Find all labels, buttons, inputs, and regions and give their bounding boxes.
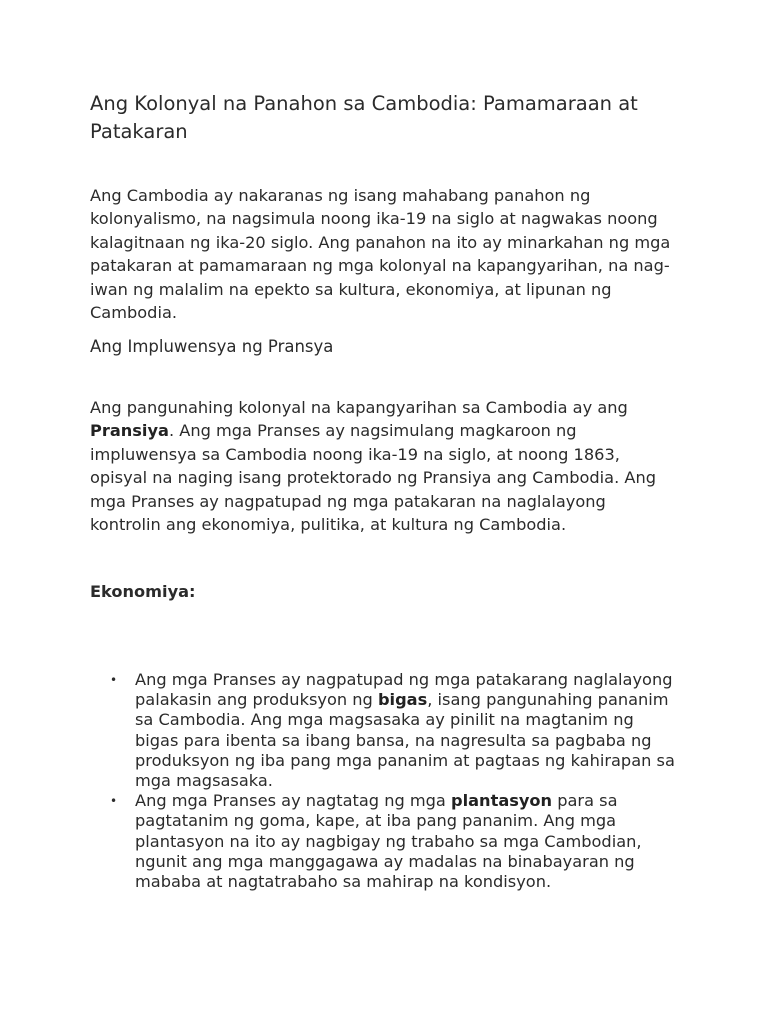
- list-item-start: Ang mga Pranses ay nagtatag ng mga: [135, 791, 451, 811]
- section-paragraph: [90, 396, 680, 536]
- list-item-end: para sa pagtatanim ng goma, kape, at iba pang pananim. Ang mga plantasyon na ito ay nagbigay ng trabaho sa mga Cambodian, ngunit ang mga manggagawa ay madalas na binabayaran ng mababa at nagtatrabaho sa mahirap na kondisyon.: [135, 791, 642, 892]
- list-item: [90, 791, 680, 892]
- section-paragraph-bold: Pransiya: [90, 421, 169, 441]
- bullet-icon: •: [110, 673, 118, 687]
- list-item: [90, 670, 680, 791]
- section-heading: Ang Impluwensya ng Pransya: [90, 337, 334, 356]
- document-title: Ang Kolonyal na Panahon sa Cambodia: Pamamaraan at Patakaran: [90, 92, 638, 143]
- economy-list: [90, 670, 680, 892]
- section-paragraph-start: Ang pangunahing kolonyal na kapangyarihan sa Cambodia ay ang: [90, 398, 628, 417]
- economy-heading: Ekonomiya:: [90, 582, 196, 601]
- bullet-icon: •: [110, 794, 118, 809]
- list-item-bold: bigas: [377, 690, 428, 710]
- list-item-end: , isang pangunahing pananim sa Cambodia. Ang mga magsasaka ay pinilit na magtanim ng bigas para ibenta sa ibang bansa, na nagresulta sa pagbaba ng produksyon ng iba pang mga pananim at pagtaas ng kahirapan sa mga magsasaka.: [135, 690, 675, 791]
- list-item-start: Ang mga Pranses ay nagpatupad ng mga patakarang naglalayong palakasin ang produksyon ng: [135, 670, 673, 710]
- intro-paragraph: Ang Cambodia ay nakaranas ng isang mahabang panahon ng kolonyalismo, na nagsimula noong ika-19 na siglo at nagwakas noong kalagitnaan ng ika-20 siglo. Ang panahon na ito ay minarkahan ng mga patakaran at pamamaraan ng mga kolonyal na kapangyarihan, na nag-iwan ng malalim na epekto sa kultura, ekonomiya, at lipunan ng Cambodia.: [90, 186, 671, 323]
- section-paragraph-end: . Ang mga Pranses ay nagsimulang magkaroon ng impluwensya sa Cambodia noong ika-19 na siglo, at noong 1863, opisyal na naging isang protektorado ng Pransiya ang Cambodia. Ang mga Pranses ay nagpatupad ng mga patakaran na naglalayong kontrolin ang ekonomiya, pulitika, at kultura ng Cambodia.: [90, 421, 656, 535]
- list-item-bold: plantasyon: [451, 791, 553, 811]
